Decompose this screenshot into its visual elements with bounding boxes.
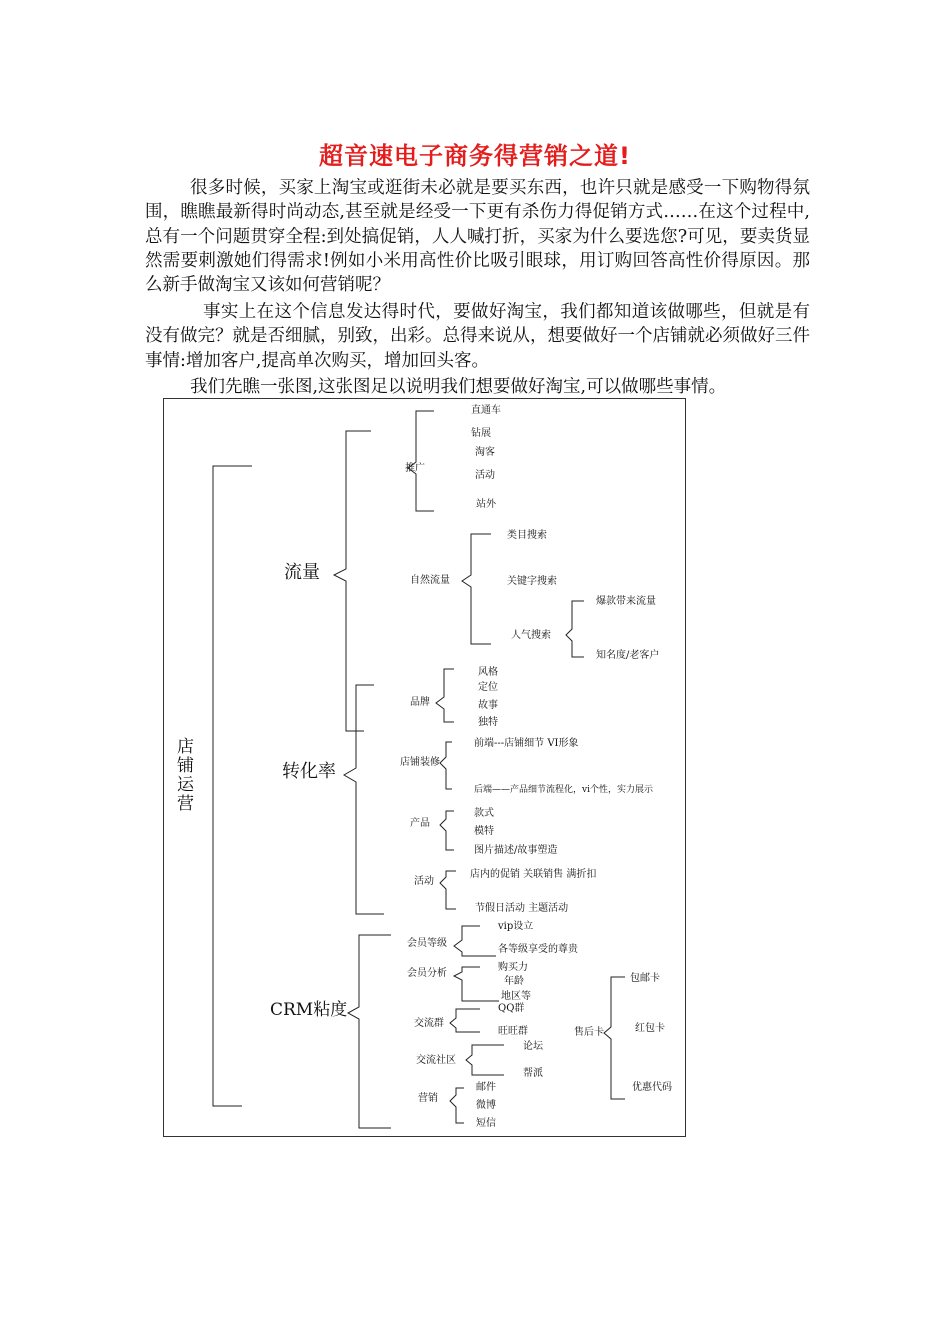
leaf-off-site: 站外 — [476, 499, 496, 510]
node-store-decoration: 店铺装修 — [400, 757, 440, 768]
leaf-weibo: 微博 — [476, 1100, 496, 1111]
leaf-unique: 独特 — [478, 717, 498, 728]
leaf-level-privileges: 各等级享受的尊贵 — [498, 944, 578, 955]
root-node-label: 店铺运营 — [173, 737, 193, 813]
leaf-vip-setup: vip设立 — [498, 921, 534, 932]
leaf-back-end: 后端——产品细节流程化，vi个性，实力展示 — [474, 785, 653, 795]
node-marketing: 营销 — [418, 1093, 438, 1104]
leaf-forum: 论坛 — [523, 1041, 543, 1052]
leaf-free-shipping-card: 包邮卡 — [630, 973, 660, 984]
leaf-sms: 短信 — [476, 1118, 496, 1129]
store-operation-mindmap — [163, 398, 686, 1137]
node-member-level: 会员等级 — [407, 938, 447, 949]
leaf-region: 地区等 — [501, 991, 531, 1002]
leaf-holiday-activity: 节假日活动 主题活动 — [475, 903, 569, 914]
leaf-red-envelope-card: 红包卡 — [635, 1023, 665, 1034]
node-traffic: 流量 — [284, 562, 320, 583]
leaf-design: 款式 — [474, 808, 494, 819]
paragraph-1: 很多时候，买家上淘宝或逛街未必就是要买东西，也许只就是感受一下购物得氛围，瞧瞧最新得时尚动态,甚至就是经受一下更有杀伤力得促销方式……在这个过程中,总有一个问题贯穿全程:到处搞促销，人人喊打折，买家为什么要选您?可见，要卖货显然需要刺激她们得需求!例如小米用高性价比吸引眼球，用订购回答高性价得原因。那么新手做淘宝又该如何营销呢？ — [145, 178, 810, 296]
leaf-coupon-code: 优惠代码 — [632, 1082, 672, 1093]
leaf-model: 模特 — [474, 826, 494, 837]
node-natural-traffic: 自然流量 — [410, 575, 450, 586]
leaf-activity: 活动 — [475, 470, 495, 481]
leaf-category-search: 类目搜索 — [507, 530, 547, 541]
node-popularity-search: 人气搜索 — [511, 630, 551, 641]
leaf-in-store-promotion: 店内的促销 关联销售 满折扣 — [470, 869, 597, 880]
leaf-email: 邮件 — [476, 1082, 496, 1093]
node-chat-group: 交流群 — [414, 1018, 444, 1029]
leaf-wangwang-group: 旺旺群 — [498, 1026, 528, 1037]
node-crm-stickiness: CRM粘度 — [270, 1000, 348, 1020]
node-promotion: 推广 — [405, 463, 425, 474]
leaf-positioning: 定位 — [478, 682, 498, 693]
paragraph-3: 我们先瞧一张图,这张图足以说明我们想要做好淘宝,可以做哪些事情。 — [190, 377, 727, 397]
node-conversion-rate: 转化率 — [282, 761, 336, 782]
leaf-direct-train: 直通车 — [471, 405, 501, 416]
leaf-reputation-old-customers: 知名度/老客户 — [596, 650, 660, 661]
leaf-faction: 帮派 — [523, 1068, 543, 1079]
leaf-bestseller-traffic: 爆款带来流量 — [596, 596, 656, 607]
node-member-analysis: 会员分析 — [407, 968, 447, 979]
document-title: 超音速电子商务得营销之道! — [319, 142, 631, 170]
paragraph-2: 事实上在这个信息发达得时代，要做好淘宝，我们都知道该做哪些，但就是有没有做完？就是否细腻，别致，出彩。总得来说从，想要做好一个店铺就必须做好三件事情:增加客户,提高单次购买，增加回头客。 — [145, 302, 810, 371]
leaf-purchasing-power: 购买力 — [498, 962, 528, 973]
leaf-age: 年龄 — [504, 976, 524, 987]
node-activity: 活动 — [414, 876, 434, 887]
leaf-taoke: 淘客 — [475, 447, 495, 458]
node-after-sales-card: 售后卡 — [574, 1027, 604, 1038]
node-brand: 品牌 — [410, 697, 430, 708]
leaf-style: 风格 — [478, 667, 498, 678]
node-community: 交流社区 — [416, 1055, 456, 1066]
leaf-image-description: 图片描述/故事塑造 — [474, 845, 558, 856]
leaf-qq-group: QQ群 — [498, 1003, 525, 1014]
leaf-diamond-booth: 钻展 — [471, 428, 491, 439]
node-product: 产品 — [410, 818, 430, 829]
leaf-front-end: 前端---店铺细节 VI形象 — [474, 738, 579, 749]
leaf-story: 故事 — [478, 700, 498, 711]
leaf-keyword-search: 关键字搜索 — [507, 576, 557, 587]
